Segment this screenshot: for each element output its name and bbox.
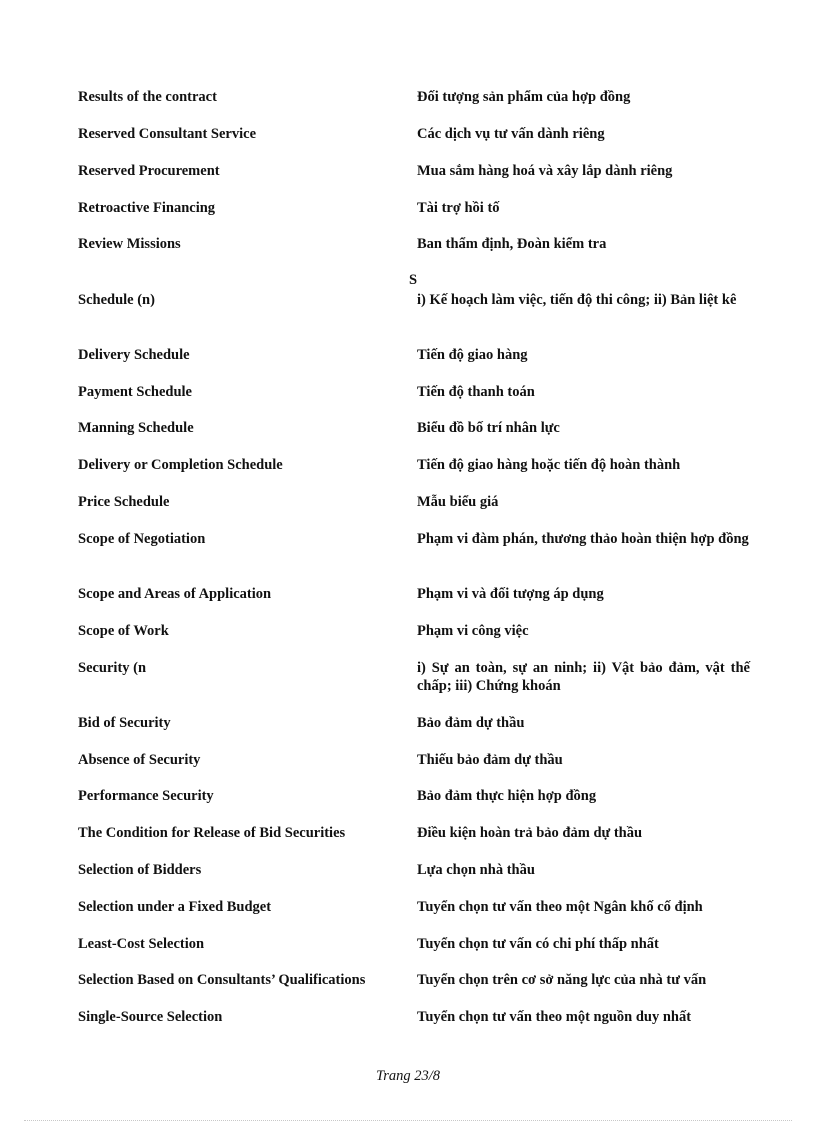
definition: Tiến độ giao hàng hoặc tiến độ hoàn thành	[417, 457, 681, 473]
definition: Tuyển chọn trên cơ sở năng lực của nhà tư vấn	[417, 972, 707, 988]
definition: i) Kế hoạch làm việc, tiến độ thi công; ii) Bản liệt kê	[417, 292, 737, 308]
definition: Phạm vi đàm phán, thương thảo hoàn thiện hợp đồng	[417, 531, 749, 547]
term: The Condition for Release of Bid Securities	[78, 825, 346, 841]
term: Reserved Consultant Service	[78, 126, 257, 142]
definition: Phạm vi và đối tượng áp dụng	[417, 586, 604, 602]
section-letter: S	[409, 272, 418, 288]
term: Payment Schedule	[78, 384, 192, 400]
term: Delivery or Completion Schedule	[78, 457, 283, 473]
definition: Biểu đồ bố trí nhân lực	[417, 420, 560, 436]
definition: Đối tượng sản phẩm của hợp đồng	[417, 89, 631, 105]
term: Scope and Areas of Application	[78, 586, 272, 602]
definition: Tuyển chọn tư vấn theo một nguồn duy nhất	[417, 1009, 692, 1025]
term: Single-Source Selection	[78, 1009, 223, 1025]
definition: Điều kiện hoàn trả bảo đảm dự thầu	[417, 825, 643, 841]
definition: Mẫu biểu giá	[417, 494, 499, 510]
term: Selection under a Fixed Budget	[78, 899, 272, 915]
term: Results of the contract	[78, 89, 217, 105]
term: Performance Security	[78, 788, 214, 804]
definition: Bảo đảm thực hiện hợp đồng	[417, 788, 597, 804]
definition: Tuyển chọn tư vấn theo một Ngân khố cố định	[417, 899, 703, 915]
term: Retroactive Financing	[78, 200, 216, 216]
definition: Các dịch vụ tư vấn dành riêng	[417, 126, 605, 142]
definition: Lựa chọn nhà thầu	[417, 862, 535, 878]
term: Absence of Security	[78, 752, 201, 768]
definition: Tài trợ hồi tố	[417, 200, 500, 216]
definition: Mua sắm hàng hoá và xây lắp dành riêng	[417, 163, 673, 179]
term: Reserved Procurement	[78, 163, 220, 179]
definition: i) Sự an toàn, sự an ninh; ii) Vật bảo đảm, vật thế chấp; iii) Chứng khoán	[417, 660, 750, 694]
definition: Tiến độ giao hàng	[417, 347, 528, 363]
definition: Tiến độ thanh toán	[417, 384, 535, 400]
definition: Phạm vi công việc	[417, 623, 529, 639]
definition: Thiếu bảo đảm dự thầu	[417, 752, 563, 768]
term: Review Missions	[78, 236, 181, 252]
term: Selection Based on Consultants’ Qualifications	[78, 972, 366, 988]
term: Scope of Work	[78, 623, 169, 639]
term: Schedule (n)	[78, 292, 155, 308]
page-footer: Trang 23/8	[375, 1068, 441, 1084]
term: Price Schedule	[78, 494, 170, 510]
term: Scope of Negotiation	[78, 531, 206, 547]
term: Manning Schedule	[78, 420, 194, 436]
term: Bid of Security	[78, 715, 171, 731]
definition: Bảo đảm dự thầu	[417, 715, 525, 731]
term: Delivery Schedule	[78, 347, 190, 363]
page-bottom-divider	[24, 1120, 792, 1121]
definition: Tuyển chọn tư vấn có chi phí thấp nhất	[417, 936, 659, 952]
definition: Ban thẩm định, Đoàn kiểm tra	[417, 236, 607, 252]
term: Selection of Bidders	[78, 862, 202, 878]
term: Security (n	[78, 660, 147, 676]
term: Least-Cost Selection	[78, 936, 205, 952]
